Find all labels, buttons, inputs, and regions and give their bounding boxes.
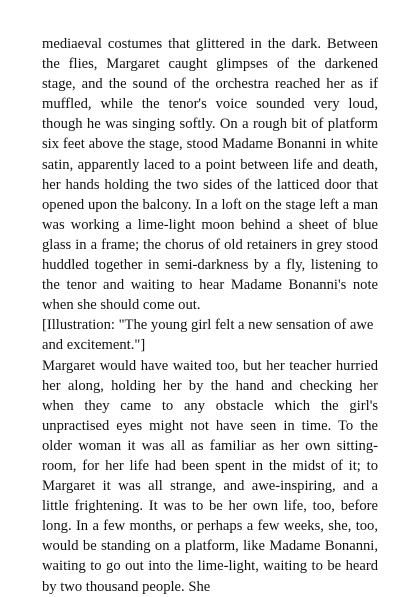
illustration-caption: [Illustration: "The young girl felt a new sensation of awe and excitement."] [42,317,374,354]
paragraph-margaret: Margaret would have waited too, but her teacher hurried her along, holding her by the hand and checking her when they came to any obstacle which the girl's unpractised eyes might not have seen in time. To the older woman it was all as familiar as her own sitting-room, for her life had been spent in the midst of it; to Margaret it was all strange, and awe-inspiring, and a little frightening. It was to be her own life, too, before long. In a few months, or perhaps a few weeks, she, too, would be standing on a platform, like Madame Bonanni, waiting to go out into the lime-light, waiting to be heard by two thousand people. She [42,357,378,595]
book-page [42,34,378,597]
paragraph-opera-backstage: mediaeval costumes that glittered in the dark. Between the flies, Margaret caught glimpses of the darkened stage, and the sound of the orchestra reached her as if muffled, while the tenor's voice sounded very loud, though he was singing softly. On a rough bit of platform six feet above the stage, stood Madame Bonanni in white satin, apparently laced to a point between life and death, her hands holding the two sides of the latticed door that opened upon the balcony. In a loft on the stage left a man was working a lime-light moon behind a sheet of blue glass in a frame; the chorus of old retainers in grey stood huddled together in semi-darkness by a fly, listening to the tenor and waiting to hear Madame Bonanni's note when she should come out. [42,36,378,314]
